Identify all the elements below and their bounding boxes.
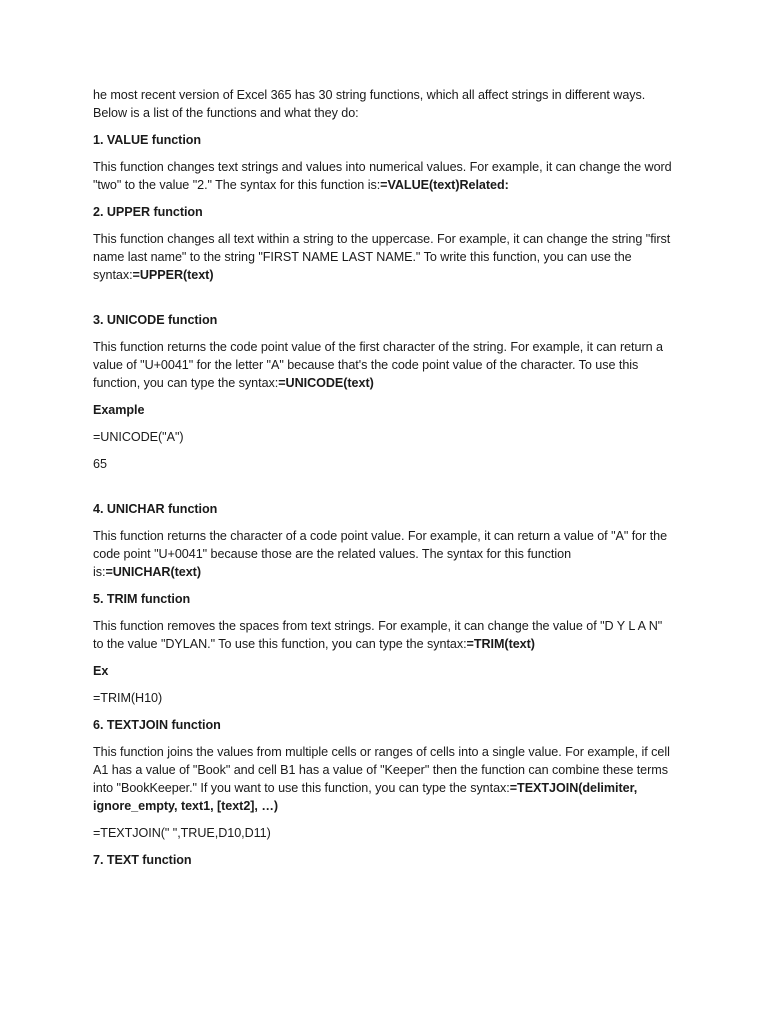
upper-paragraph xyxy=(93,230,675,284)
textjoin-body: This function joins the values from multiple cells or ranges of cells into a single value. For example, if cell A1 has a value of "Book" and cell B1 has a value of "Keeper" then the function can combine these terms into "BookKeeper." If you want to use this function, you can type the syntax: xyxy=(93,745,670,795)
unicode-heading: 3. UNICODE function xyxy=(93,313,218,327)
text-heading: 7. TEXT function xyxy=(93,853,192,867)
unichar-paragraph xyxy=(93,527,675,581)
upper-body: This function changes all text within a string to the uppercase. For example, it can change the string "first name last name" to the string "FIRST NAME LAST NAME." To write this function, you can use the syntax: xyxy=(93,232,671,282)
trim-heading: 5. TRIM function xyxy=(93,592,191,606)
upper-syntax: =UPPER(text) xyxy=(132,268,214,282)
trim-example-label: Ex xyxy=(93,664,109,678)
textjoin-syntax: =TEXTJOIN(delimiter, ignore_empty, text1, [text2], …) xyxy=(93,781,638,813)
unicode-body: This function returns the code point value of the first character of the string. For example, it can return a value of "U+0041" for the letter "A" because that's the code point value of the character. To use this function, you can type the syntax: xyxy=(93,340,663,390)
unicode-example-result: 65 xyxy=(93,457,107,471)
unicode-example-formula: =UNICODE("A") xyxy=(93,430,184,444)
upper-heading: 2. UPPER function xyxy=(93,205,203,219)
textjoin-heading: 6. TEXTJOIN function xyxy=(93,718,221,732)
document-page xyxy=(93,86,675,878)
value-syntax: =VALUE(text) xyxy=(380,178,460,192)
value-heading: 1. VALUE function xyxy=(93,133,202,147)
blank-line xyxy=(93,482,675,500)
unicode-paragraph xyxy=(93,338,675,392)
value-body: This function changes text strings and values into numerical values. For example, it can change the word "two" to the value "2." The syntax for this function is: xyxy=(93,160,672,192)
unichar-body: This function returns the character of a code point value. For example, it can return a value of "A" for the code point "U+0041" because those are the related values. The syntax for this function is: xyxy=(93,529,668,579)
trim-syntax: =TRIM(text) xyxy=(466,637,535,651)
blank-line xyxy=(93,293,675,311)
unichar-heading: 4. UNICHAR function xyxy=(93,502,218,516)
textjoin-paragraph xyxy=(93,743,675,815)
textjoin-example-formula: =TEXTJOIN(" ",TRUE,D10,D11) xyxy=(93,826,271,840)
value-paragraph xyxy=(93,158,675,194)
unicode-example-label: Example xyxy=(93,403,145,417)
unicode-syntax: =UNICODE(text) xyxy=(278,376,374,390)
intro-paragraph: he most recent version of Excel 365 has 30 string functions, which all affect strings in different ways. Below is a list of the functions and what they do: xyxy=(93,88,646,120)
unichar-syntax: =UNICHAR(text) xyxy=(105,565,201,579)
value-related-label: Related: xyxy=(459,178,509,192)
trim-example-formula: =TRIM(H10) xyxy=(93,691,163,705)
trim-body: This function removes the spaces from text strings. For example, it can change the value of "D Y L A N" to the value "DYLAN." To use this function, you can type the syntax: xyxy=(93,619,663,651)
trim-paragraph xyxy=(93,617,675,653)
